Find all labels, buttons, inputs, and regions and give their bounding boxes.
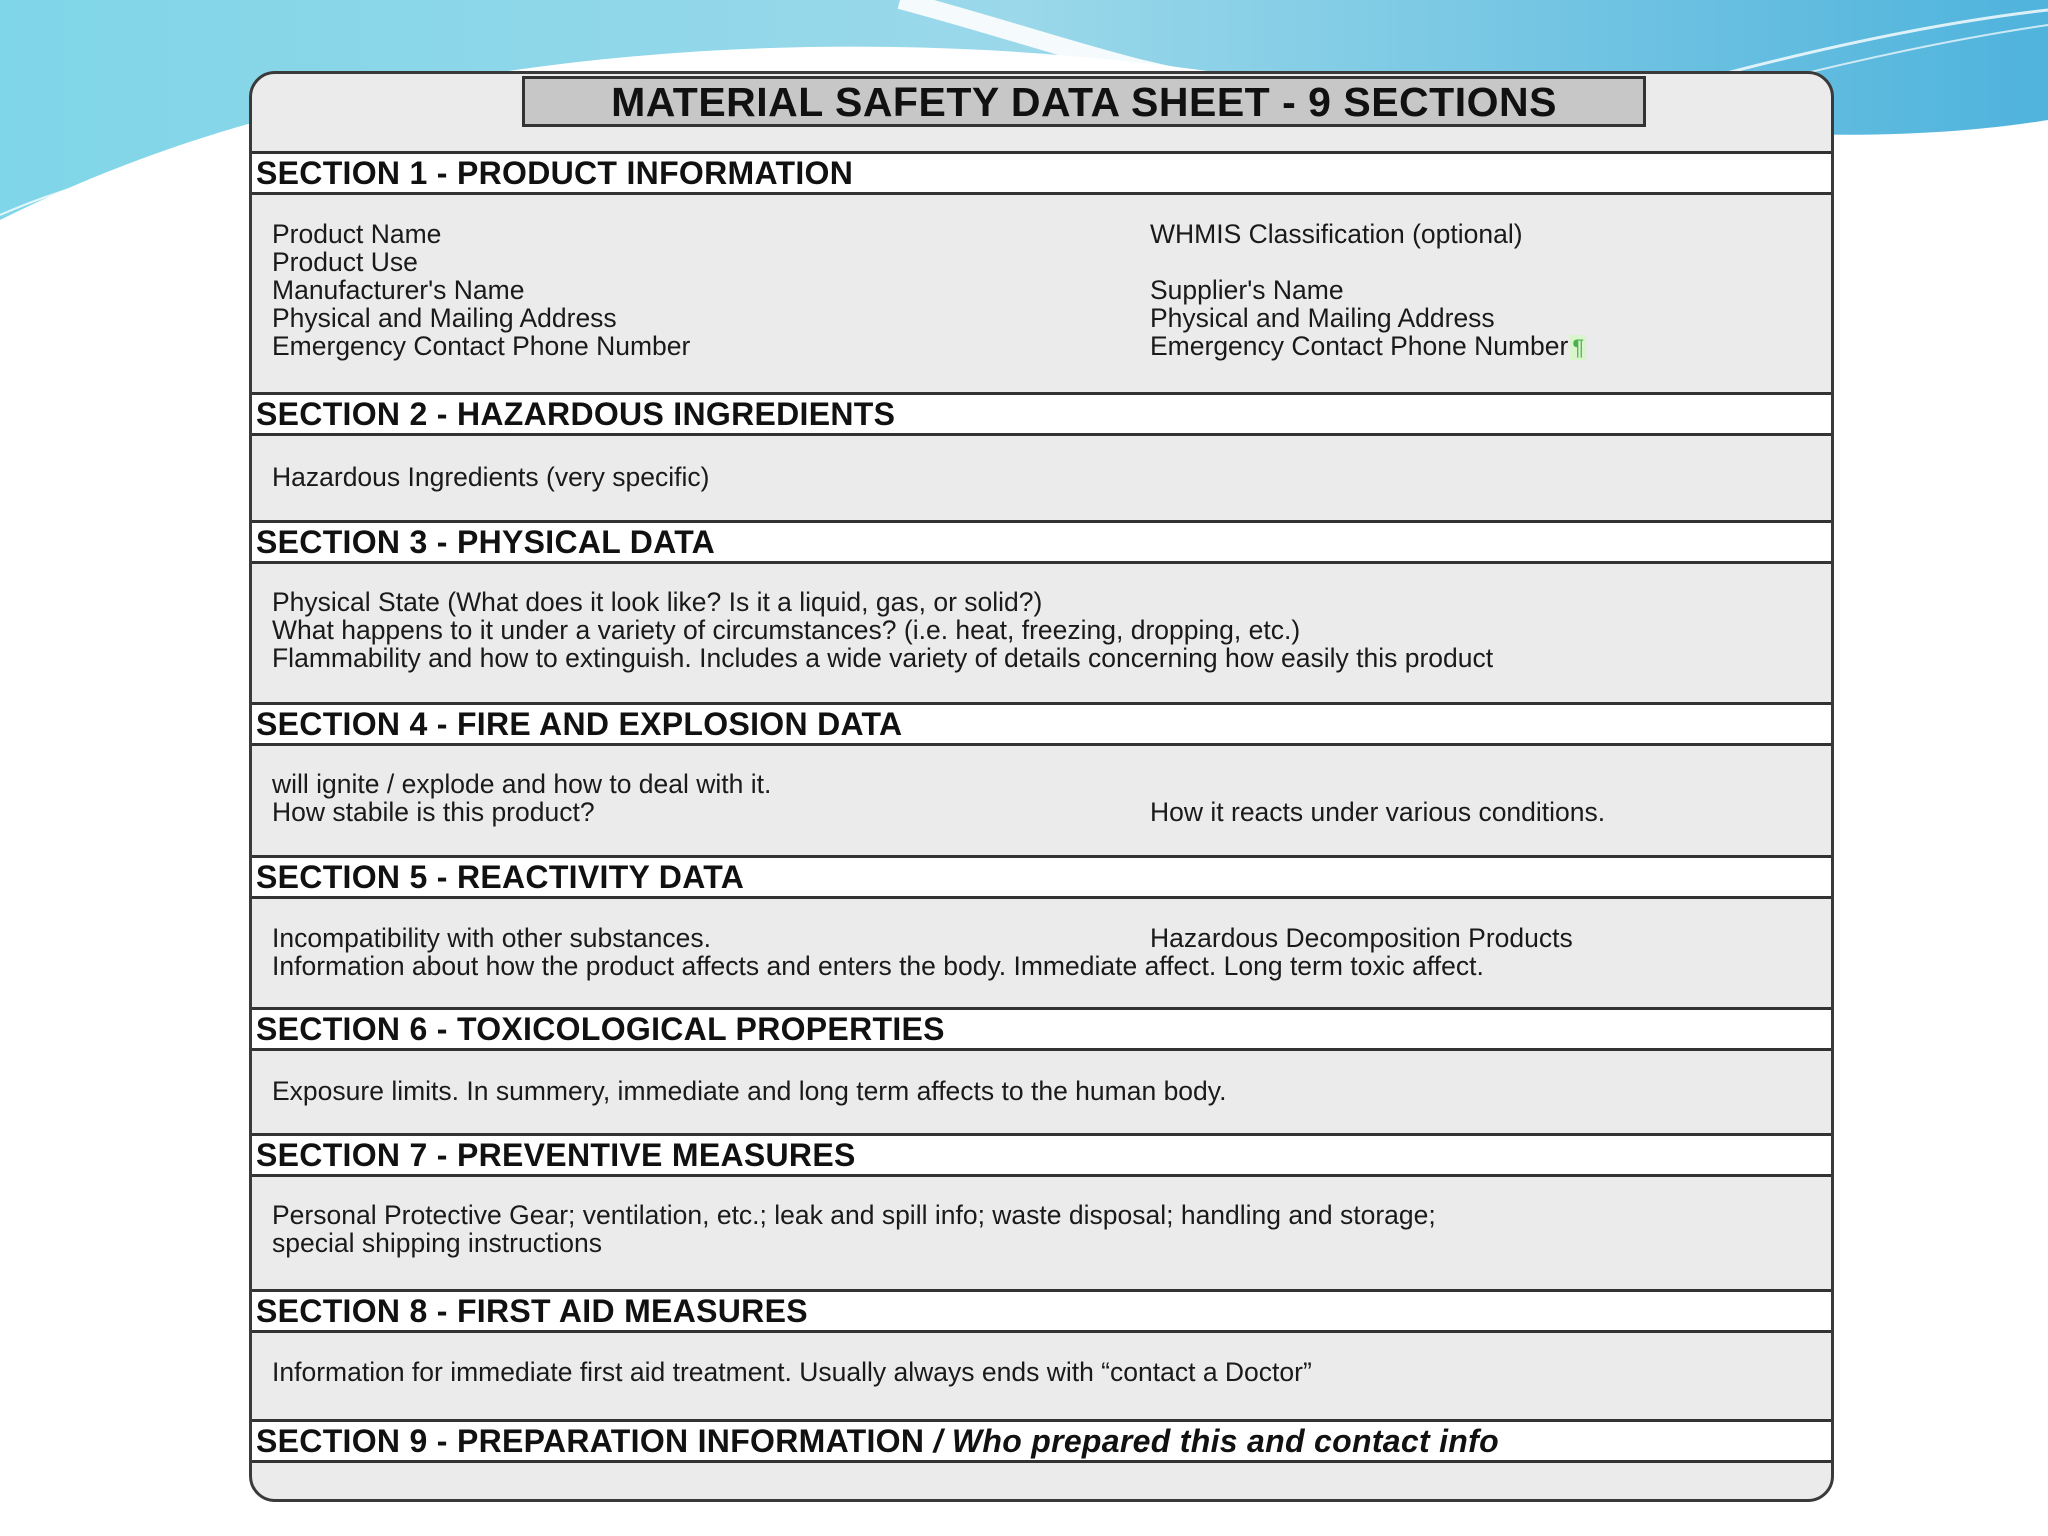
section-1-row: [252, 276, 1831, 305]
msds-sheet: [249, 71, 1834, 1502]
section-6-text: Exposure limits. In summery, immediate and long term affects to the human body.: [272, 1076, 1227, 1106]
section-1-row: [252, 248, 1831, 277]
sheet-title: MATERIAL SAFETY DATA SHEET - 9 SECTIONS: [522, 76, 1646, 127]
supplier-phone-group: [1150, 332, 1586, 362]
product-name-label: Product Name: [272, 219, 442, 249]
section-8-row: [252, 1358, 1831, 1387]
section-3-row: [252, 588, 1831, 617]
section-4-row: [252, 770, 1831, 799]
section-8-header: SECTION 8 - FIRST AID MEASURES: [252, 1289, 1831, 1333]
supplier-name-label: Supplier's Name: [1150, 275, 1344, 305]
section-2-text: Hazardous Ingredients (very specific): [272, 462, 710, 492]
section-7-row: [252, 1201, 1831, 1230]
section-3-row: [252, 644, 1831, 673]
section-9-heading-suffix: / Who prepared this and contact info: [924, 1423, 1499, 1459]
whmis-label: WHMIS Classification (optional): [1150, 219, 1523, 249]
section-3-text: Flammability and how to extinguish. Includes a wide variety of details concerning how easily this product: [272, 643, 1494, 673]
product-use-label: Product Use: [272, 247, 418, 277]
section-5-row: [252, 952, 1831, 981]
section-9-heading: SECTION 9 - PREPARATION INFORMATION: [256, 1423, 925, 1459]
section-4-text: How stabile is this product?: [272, 797, 595, 827]
section-3-header: SECTION 3 - PHYSICAL DATA: [252, 520, 1831, 564]
section-4-row: [252, 798, 1831, 827]
section-7-header: SECTION 7 - PREVENTIVE MEASURES: [252, 1133, 1831, 1177]
manufacturer-address-label: Physical and Mailing Address: [272, 303, 617, 333]
section-1-row: [252, 332, 1831, 361]
section-8-text: Information for immediate first aid treatment. Usually always ends with “contact a Doctor”: [272, 1357, 1312, 1387]
supplier-address-label: Physical and Mailing Address: [1150, 303, 1495, 333]
section-2-header: SECTION 2 - HAZARDOUS INGREDIENTS: [252, 392, 1831, 436]
manufacturer-phone-label: Emergency Contact Phone Number: [272, 331, 691, 361]
section-9-header: [252, 1419, 1831, 1463]
section-3-text: What happens to it under a variety of circumstances? (i.e. heat, freezing, dropping, etc.): [272, 615, 1301, 645]
section-5-text-right: Hazardous Decomposition Products: [1150, 923, 1573, 953]
section-7-row: [252, 1229, 1831, 1258]
section-3-text: Physical State (What does it look like? Is it a liquid, gas, or solid?): [272, 587, 1043, 617]
section-4-text: will ignite / explode and how to deal with it.: [272, 769, 772, 799]
section-1-row: [252, 220, 1831, 249]
section-7-text: Personal Protective Gear; ventilation, etc.; leak and spill info; waste disposal; handling and storage;: [272, 1200, 1436, 1230]
supplier-phone-label: Emergency Contact Phone Number: [1150, 331, 1569, 361]
section-5-text: Information about how the product affects and enters the body. Immediate affect. Long term toxic affect.: [272, 951, 1484, 981]
section-6-header: SECTION 6 - TOXICOLOGICAL PROPERTIES: [252, 1007, 1831, 1051]
section-5-row: [252, 924, 1831, 953]
section-3-row: [252, 616, 1831, 645]
section-7-text: special shipping instructions: [272, 1228, 602, 1258]
section-4-text-right: How it reacts under various conditions.: [1150, 797, 1606, 827]
section-5-text: Incompatibility with other substances.: [272, 923, 711, 953]
pilcrow-mark: ¶: [1572, 335, 1585, 360]
section-6-row: [252, 1077, 1831, 1106]
section-2-row: [252, 463, 1831, 492]
section-5-header: SECTION 5 - REACTIVITY DATA: [252, 855, 1831, 899]
section-1-row: [252, 304, 1831, 333]
manufacturer-name-label: Manufacturer's Name: [272, 275, 525, 305]
section-1-header: SECTION 1 - PRODUCT INFORMATION: [252, 151, 1831, 195]
section-4-header: SECTION 4 - FIRE AND EXPLOSION DATA: [252, 702, 1831, 746]
